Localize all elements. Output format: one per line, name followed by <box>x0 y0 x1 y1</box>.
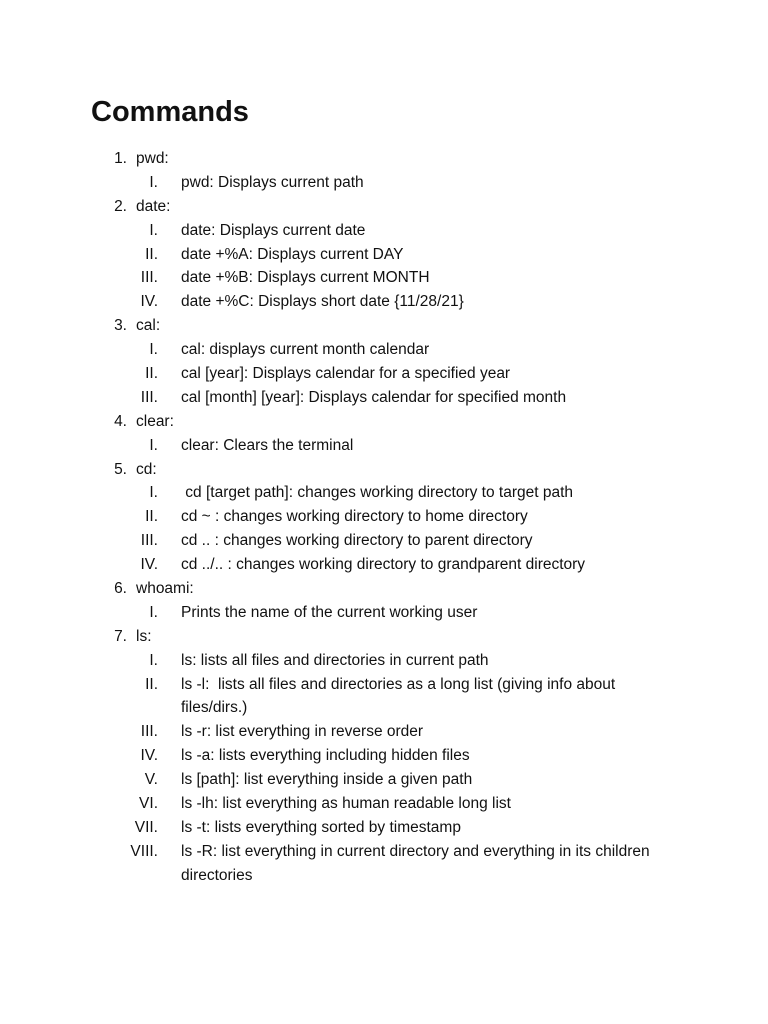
command-number: 7. <box>114 627 127 645</box>
description-text: ls: lists all files and directories in current path <box>181 651 489 669</box>
roman-numeral-marker: VII. <box>134 818 158 836</box>
roman-numeral-marker: I. <box>149 436 158 454</box>
description-text: ls -a: lists everything including hidden files <box>181 747 470 765</box>
roman-numeral-marker: I. <box>149 173 158 191</box>
description-text: pwd: Displays current path <box>181 173 364 191</box>
command-item <box>0 577 768 601</box>
command-description <box>0 219 768 243</box>
description-text: ls -R: list everything in current directory and everything in its children <box>181 842 650 860</box>
roman-numeral-marker: VIII. <box>130 842 158 860</box>
command-name: cd: <box>136 460 157 478</box>
roman-numeral-marker: III. <box>140 388 158 406</box>
description-text: date +%A: Displays current DAY <box>181 245 404 263</box>
command-description <box>0 529 768 553</box>
description-text: cd .. : changes working directory to parent directory <box>181 532 533 550</box>
command-description <box>0 481 768 505</box>
description-text: date: Displays current date <box>181 221 366 239</box>
command-description <box>0 673 768 697</box>
description-text: date +%B: Displays current MONTH <box>181 269 430 287</box>
command-description <box>0 505 768 529</box>
roman-numeral-marker: V. <box>144 771 158 789</box>
description-text: date +%C: Displays short date {11/28/21} <box>181 293 464 311</box>
command-description <box>0 649 768 673</box>
description-text: ls -lh: list everything as human readable long list <box>181 795 511 813</box>
roman-numeral-marker: I. <box>149 603 158 621</box>
description-text: ls -t: lists everything sorted by timestamp <box>181 818 461 836</box>
command-number: 5. <box>114 460 127 478</box>
roman-numeral-marker: II. <box>145 508 158 526</box>
command-description <box>0 553 768 577</box>
description-text: cd ~ : changes working directory to home directory <box>181 508 528 526</box>
command-number: 3. <box>114 317 127 335</box>
command-name: clear: <box>136 412 174 430</box>
description-text: files/dirs.) <box>181 699 248 717</box>
roman-numeral-marker: VI. <box>139 795 158 813</box>
command-description <box>0 266 768 290</box>
command-description <box>0 362 768 386</box>
command-description <box>0 601 768 625</box>
command-number: 6. <box>114 580 127 598</box>
description-text: directories <box>181 866 253 884</box>
description-text: cd [target path]: changes working directory to target path <box>181 484 574 502</box>
command-number: 2. <box>114 197 127 215</box>
command-item <box>0 195 768 219</box>
command-list <box>0 147 768 888</box>
command-number: 4. <box>114 412 127 430</box>
roman-numeral-marker: III. <box>140 723 158 741</box>
command-description <box>0 792 768 816</box>
command-description <box>0 840 768 864</box>
command-description <box>0 171 768 195</box>
command-item <box>0 147 768 171</box>
roman-numeral-marker: III. <box>140 532 158 550</box>
command-name: pwd: <box>136 150 169 167</box>
command-name: cal: <box>136 317 161 335</box>
roman-numeral-marker: IV. <box>140 556 158 574</box>
description-text: ls [path]: list everything inside a given path <box>181 771 473 789</box>
description-text: cal [year]: Displays calendar for a specified year <box>181 365 511 383</box>
command-description-continued <box>0 864 768 888</box>
command-name: date: <box>136 197 171 215</box>
command-description <box>0 816 768 840</box>
command-item <box>0 314 768 338</box>
command-item <box>0 458 768 482</box>
description-text: cal: displays current month calendar <box>181 341 430 359</box>
command-description <box>0 290 768 314</box>
command-description-continued <box>0 696 768 720</box>
command-description <box>0 434 768 458</box>
command-name: whoami: <box>136 580 194 598</box>
description-text: ls -l: lists all files and directories as a long list (giving info about <box>181 675 616 693</box>
roman-numeral-marker: IV. <box>140 293 158 311</box>
roman-numeral-marker: III. <box>140 269 158 287</box>
description-text: ls -r: list everything in reverse order <box>181 723 424 741</box>
command-description <box>0 243 768 267</box>
command-description <box>0 338 768 362</box>
description-text: Prints the name of the current working user <box>181 603 478 621</box>
command-description <box>0 720 768 744</box>
command-number: 1. <box>114 150 127 167</box>
command-item <box>0 625 768 649</box>
roman-numeral-marker: IV. <box>140 747 158 765</box>
page-title: Commands <box>91 96 249 128</box>
roman-numeral-marker: I. <box>149 221 158 239</box>
roman-numeral-marker: II. <box>145 245 158 263</box>
roman-numeral-marker: II. <box>145 365 158 383</box>
command-item <box>0 410 768 434</box>
description-text: cal [month] [year]: Displays calendar for specified month <box>181 388 567 406</box>
roman-numeral-marker: I. <box>149 484 158 502</box>
command-description <box>0 768 768 792</box>
command-description <box>0 744 768 768</box>
roman-numeral-marker: I. <box>149 651 158 669</box>
roman-numeral-marker: I. <box>149 341 158 359</box>
command-description <box>0 386 768 410</box>
description-text: clear: Clears the terminal <box>181 436 354 454</box>
description-text: cd ../.. : changes working directory to grandparent directory <box>181 556 586 574</box>
roman-numeral-marker: II. <box>145 675 158 693</box>
command-name: ls: <box>136 627 152 645</box>
